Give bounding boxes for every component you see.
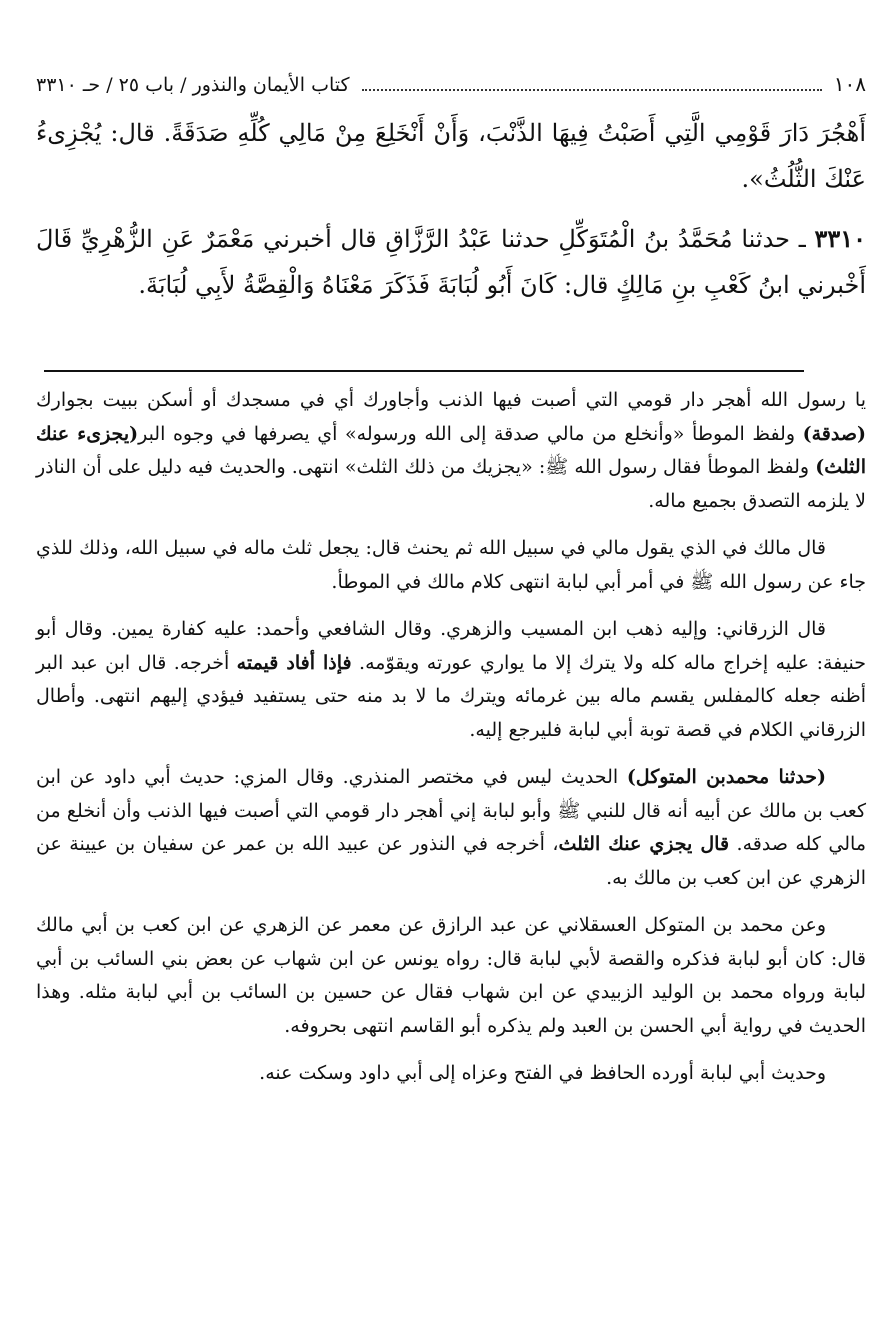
hadith-paragraph-2	[36, 216, 866, 308]
hadith-number: ٣٣١٠	[814, 224, 866, 253]
commentary-text: ولفظ الموطأ «وأنخلع من مالي صدقة إلى الله ورسوله» أي يصرفها في وجوه البر	[138, 422, 803, 445]
quoted-term: (يجزىء عنك الثلث)	[36, 422, 866, 478]
emphasized-text: فإذا أفاد قيمته	[236, 651, 352, 674]
hadith-paragraph-2-text: ـ حدثنا مُحَمَّدُ بنُ الْمُتَوَكِّلِ حدثنا عَبْدُ الرَّزَّاقِ قال أخبرني مَعْمَرٌ عَنِ الزُّهْرِيِّ قَالَ أَخْبرني ابنُ كَعْبِ بنِ مَالِكٍ قال: كَانَ أَبُو لُبَابَةَ فَذَكَرَ مَعْنَاهُ وَالْقِصَّةُ لأَبِي لُبَابَةَ.	[36, 225, 866, 299]
commentary-text: يا رسول الله أهجر دار قومي التي أصبت فيها الذنب وأجاورك أي في مسجدك أو أسكن ببيت بجوارك	[36, 389, 866, 411]
header-dotted-leader	[362, 79, 822, 91]
page-number: ١٠٨	[833, 72, 866, 96]
commentary	[36, 384, 866, 1091]
emphasized-text: قال يجزي عنك الثلث	[558, 833, 730, 855]
running-title: كتاب الأيمان والنذور / باب ٢٥ / حـ ٣٣١٠	[36, 74, 350, 96]
commentary-paragraph-3	[36, 613, 866, 747]
commentary-text: قال الزرقاني: وإليه ذهب ابن المسيب والزهري. وقال الشافعي وأحمد: عليه كفارة يمين. وقال أبو حنيفة: عليه إخراج ماله كله ولا يترك إلا ما يواري عورته ويقوّمه.	[36, 618, 866, 674]
commentary-paragraph-2: قال مالك في الذي يقول مالي في سبيل الله ثم يحنث قال: يجعل ثلث ماله في سبيل الله، وذلك للذي جاء عن رسول الله ﷺ في أمر أبي لبابة انتهى كلام مالك في الموطأ.	[36, 537, 866, 593]
quoted-term: (حدثنا محمدبن المتوكل)	[626, 766, 826, 788]
running-header	[36, 70, 866, 100]
quoted-term: (صدقة)	[802, 422, 866, 445]
commentary-paragraph-4	[36, 761, 866, 895]
commentary-text: ولفظ الموطأ فقال رسول الله ﷺ: «يجزيك من ذلك الثلث» انتهى. والحديث فيه دليل على أن الناذر لا يلزمه التصدق بجميع ماله.	[36, 456, 866, 512]
commentary-text: الحديث ليس في مختصر المنذري. وقال المزي: حديث أبي داود عن ابن كعب بن مالك عن أبيه أنه قال للنبي ﷺ وأبو لبابة إني أهجر دار قومي التي أصبت فيها الذنب وأن أنخلع من مالي كله صدقه.	[36, 766, 867, 855]
book-page	[36, 70, 866, 1325]
commentary-text: أخرجه. قال ابن عبد البر أظنه جعله كالمفلس يقسم ماله بين غرمائه ويترك ما لا بد منه حتى يستفيد فيؤدي إليهم انتهى. وأطال الزرقاني الكلام في قصة توبة أبي لبابة فليرجع إليه.	[36, 651, 866, 741]
hadith-paragraph-1: أَهْجُرَ دَارَ قَوْمِي الَّتِي أَصَبْتُ فِيهَا الذَّنْبَ، وَأَنْ أَنْخَلِعَ مِنْ مَالِي كُلِّهِ صَدَقَةً. قال: يُجْزِىءُ عَنْكَ الثُّلُثُ».	[36, 119, 866, 193]
hadith-text	[36, 110, 866, 308]
commentary-paragraph-6: وحديث أبي لبابة أورده الحافظ في الفتح وعزاه إلى أبي داود وسكت عنه.	[259, 1062, 826, 1084]
commentary-paragraph-5: وعن محمد بن المتوكل العسقلاني عن عبد الرازق عن معمر عن الزهري عن ابن كعب بن أبي مالك قال: كان أبو لبابة فذكره والقصة لأبي لبابة قال: رواه يونس عن ابن شهاب عن بعض بني السائب بن أبي لبابة ورواه محمد بن الوليد الزبيدي عن ابن شهاب فقال عن حسين بن السائب بن أبي لبابة مثله. وهذا الحديث في رواية أبي الحسن بن العبد ولم يذكره أبو القاسم انتهى بحروفه.	[36, 914, 866, 1037]
footnote-separator	[44, 370, 804, 372]
commentary-text: ، أخرجه في النذور عن عبيد الله بن عمر عن سفيان بن عيينة عن الزهري عن ابن كعب بن مالك به.	[36, 833, 866, 889]
commentary-paragraph-1	[36, 384, 866, 518]
